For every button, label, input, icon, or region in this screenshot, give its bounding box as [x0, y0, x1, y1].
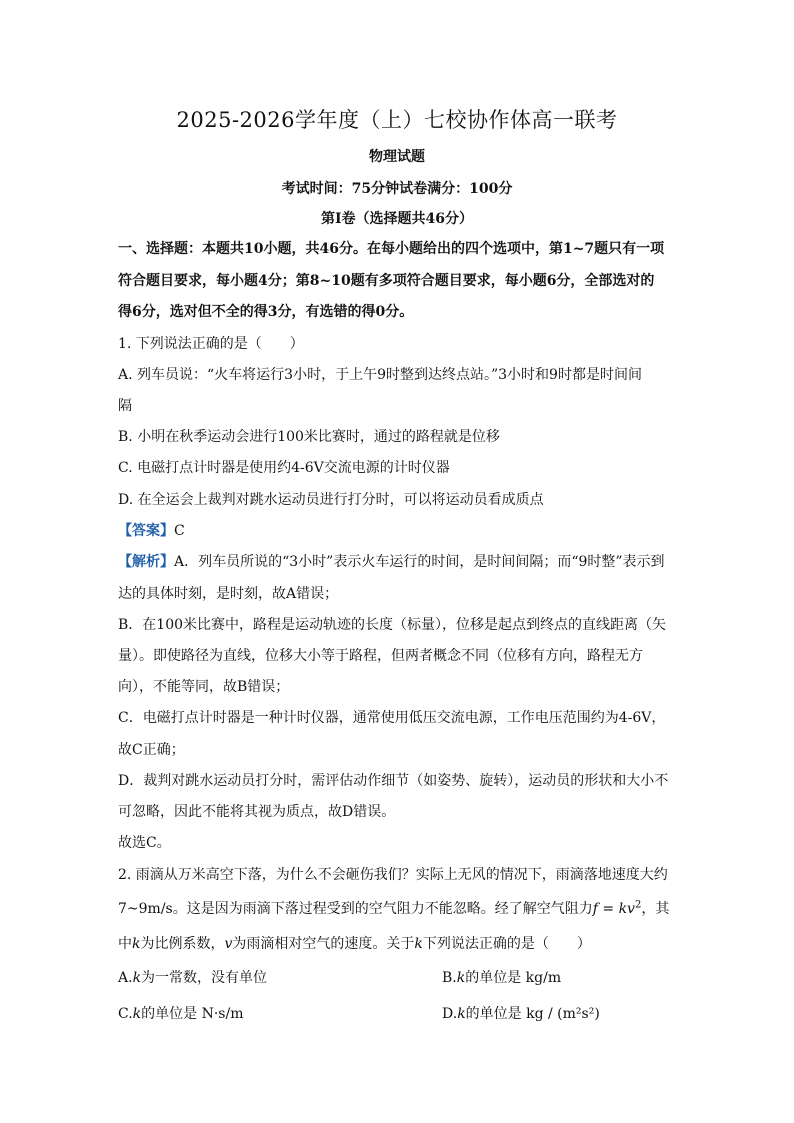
q1-analysis-line-5: 向），不能等同，故B错误； — [118, 679, 290, 695]
q2-stem-line-3 — [118, 933, 678, 953]
opt-a-k: k — [132, 970, 142, 986]
answer-value: C — [174, 523, 185, 539]
q2-stem-line-2 — [118, 898, 678, 918]
var-k: k — [132, 936, 141, 952]
opt-d-label: D. — [442, 1006, 458, 1022]
formula-eq: = — [597, 901, 619, 917]
volume-title: 第Ⅰ卷（选择题共46分） — [320, 211, 474, 227]
q2-line-3-a: 中 — [118, 936, 132, 952]
q2-option-c — [118, 1003, 418, 1023]
q2-line-2-end: ，其 — [641, 901, 670, 917]
instructions-line-1: 一、选择题：本题共10小题，共46分。在每小题给出的四个选项中，第1~7题只有一项 — [118, 241, 665, 257]
opt-c-label: C. — [118, 1006, 133, 1022]
analysis-text: A．列车员所说的“3小时”表示火车运行的时间，是时间间隔；而“9时整”表示到 — [174, 554, 665, 570]
opt-b-k: k — [456, 970, 466, 986]
analysis-tag: 【解析】 — [118, 554, 174, 570]
q1-analysis-line-6: C．电磁打点计时器是一种计时仪器，通常使用低压交流电源，工作电压范围约为4-6V， — [118, 710, 666, 726]
q1-option-b: B. 小明在秋季运动会进行100米比赛时，通过的路程就是位移 — [118, 429, 500, 445]
opt-a-label: A. — [118, 970, 133, 986]
q1-conclusion: 故选C。 — [118, 835, 171, 851]
instructions-line-3: 得6分，选对但不全的得3分，有选错的得0分。 — [118, 304, 414, 320]
opt-d-text: 的单位是 kg / (m²s²) — [465, 1006, 600, 1022]
q2-line-3-c: 为雨滴相对空气的速度。关于 — [232, 936, 415, 952]
opt-d-k: k — [457, 1006, 466, 1022]
q1-analysis-line-7: 故C正确； — [118, 742, 185, 758]
q1-option-a-cont: 隔 — [118, 398, 132, 414]
q2-option-d — [442, 1003, 600, 1023]
q1-option-c: C. 电磁打点计时器是使用约4-6V交流电源的计时仪器 — [118, 460, 450, 476]
opt-b-label: B. — [442, 970, 457, 986]
formula-exponent: 2 — [634, 899, 642, 911]
q1-analysis-line-3: B．在100米比赛中，路程是运动轨迹的长度（标量），位移是起点到终点的直线距离（矢 — [118, 617, 667, 633]
q2-line-2-text: 7~9m/s。这是因为雨滴下落过程受到的空气阻力不能忽略。经了解空气阻力 — [118, 901, 593, 917]
q2-option-a — [118, 967, 418, 987]
q1-analysis-line-4: 量）。即使路径为直线，位移大小等于路程，但两者概念不同（位移有方向，路程无方 — [118, 648, 643, 664]
q1-option-a: A. 列车员说：“火车将运行3小时，于上午9时整到达终点站。”3小时和9时都是时间间 — [118, 367, 642, 383]
exam-info: 考试时间：75分钟试卷满分：100分 — [281, 181, 513, 197]
q2-option-b — [442, 967, 561, 987]
formula-f: f — [592, 901, 598, 917]
exam-title: 2025-2026学年度（上）七校协作体高一联考 — [176, 108, 618, 132]
q2-stem-line-1: 2. 雨滴从万米高空下落，为什么不会砸伤我们？实际上无风的情况下，雨滴落地速度大约 — [118, 867, 668, 883]
q1-analysis-line-1 — [118, 551, 678, 571]
q1-analysis-line-9: 可忽略，因此不能将其视为质点，故D错误。 — [118, 804, 396, 820]
instructions-line-2: 符合题目要求，每小题4分；第8~10题有多项符合题目要求，每小题6分，全部选对的 — [118, 273, 655, 289]
var-k-2: k — [414, 936, 423, 952]
q1-analysis-line-8: D．裁判对跳水运动员打分时，需评估动作细节（如姿势、旋转），运动员的形状和大小不 — [118, 773, 669, 789]
formula-kv: kv — [618, 901, 635, 917]
var-v: v — [224, 936, 233, 952]
answer-tag: 【答案】 — [118, 523, 174, 539]
opt-c-text: 的单位是 N·s/m — [141, 1006, 244, 1022]
opt-c-k: k — [132, 1006, 142, 1022]
q1-answer — [118, 520, 678, 540]
q2-line-3-d: 下列说法正确的是（ ） — [422, 936, 591, 952]
q1-option-d: D. 在全运会上裁判对跳水运动员进行打分时，可以将运动员看成质点 — [118, 492, 544, 508]
q1-stem: 1. 下列说法正确的是（ ） — [118, 336, 304, 352]
subject-title: 物理试题 — [369, 149, 425, 165]
q2-line-3-b: 为比例系数， — [140, 936, 225, 952]
opt-b-text: 的单位是 kg/m — [465, 970, 562, 986]
q1-analysis-line-2: 达的具体时刻，是时刻，故A错误； — [118, 586, 339, 602]
opt-a-text: 为一常数，没有单位 — [141, 970, 268, 986]
